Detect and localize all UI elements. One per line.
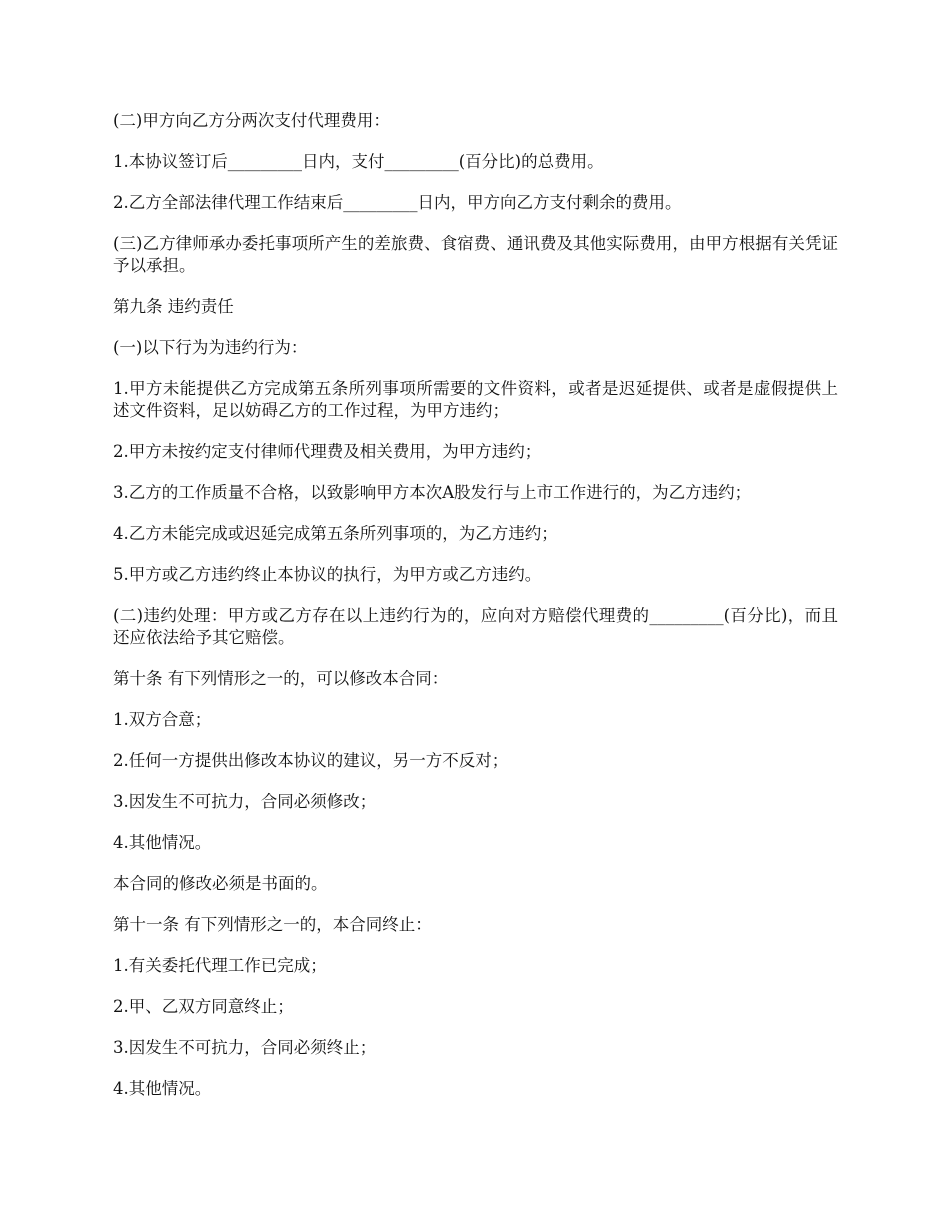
paragraph-payment-installments: (二)甲方向乙方分两次支付代理费用： bbox=[113, 111, 390, 130]
paragraph-terminate-4: 4.其他情况。 bbox=[113, 1079, 212, 1098]
paragraph-modify-3: 3.因发生不可抗力，合同必须修改； bbox=[113, 792, 377, 811]
heading-article-9: 第九条 违约责任 bbox=[113, 297, 234, 316]
paragraph-breach-3: 3.乙方的工作质量不合格，以致影响甲方本次A股发行与上市工作进行的，为乙方违约； bbox=[113, 483, 752, 502]
paragraph-payment-remaining: 2.乙方全部法律代理工作结束后_________日内，甲方向乙方支付剩余的费用。 bbox=[113, 193, 682, 212]
paragraph-terminate-1: 1.有关委托代理工作已完成； bbox=[113, 956, 327, 975]
paragraph-breach-4: 4.乙方未能完成或迟延完成第五条所列事项的，为乙方违约； bbox=[113, 524, 558, 543]
paragraph-terminate-3: 3.因发生不可抗力，合同必须终止； bbox=[113, 1038, 377, 1057]
paragraph-payment-first: 1.本协议签订后_________日内，支付_________(百分比)的总费用。 bbox=[113, 152, 604, 171]
paragraph-terminate-2: 2.甲、乙双方同意终止； bbox=[113, 997, 294, 1016]
heading-article-11: 第十一条 有下列情形之一的，本合同终止： bbox=[113, 915, 432, 934]
paragraph-breach-5: 5.甲方或乙方违约终止本协议的执行，为甲方或乙方违约。 bbox=[113, 565, 542, 584]
paragraph-breach-1: 1.甲方未能提供乙方完成第五条所列事项所需要的文件资料，或者是迟延提供、或者是虚假提供上述文件资料，足以妨碍乙方的工作过程，为甲方违约； bbox=[113, 379, 838, 420]
paragraph-breach-handling: (二)违约处理：甲方或乙方存在以上违约行为的，应向对方赔偿代理费的_________(百分比)，而且还应依法给予其它赔偿。 bbox=[113, 606, 838, 647]
paragraph-expenses: (三)乙方律师承办委托事项所产生的差旅费、食宿费、通讯费及其他实际费用，由甲方根据有关凭证予以承担。 bbox=[113, 234, 838, 275]
paragraph-modify-written: 本合同的修改必须是书面的。 bbox=[113, 874, 328, 893]
paragraph-breach-definition: (一)以下行为为违约行为： bbox=[113, 338, 308, 357]
paragraph-modify-2: 2.任何一方提供出修改本协议的建议，另一方不反对； bbox=[113, 751, 509, 770]
document-body bbox=[113, 110, 838, 1100]
paragraph-breach-2: 2.甲方未按约定支付律师代理费及相关费用，为甲方违约； bbox=[113, 442, 542, 461]
paragraph-modify-1: 1.双方合意； bbox=[113, 710, 212, 729]
heading-article-10: 第十条 有下列情形之一的，可以修改本合同： bbox=[113, 669, 449, 688]
paragraph-modify-4: 4.其他情况。 bbox=[113, 833, 212, 852]
